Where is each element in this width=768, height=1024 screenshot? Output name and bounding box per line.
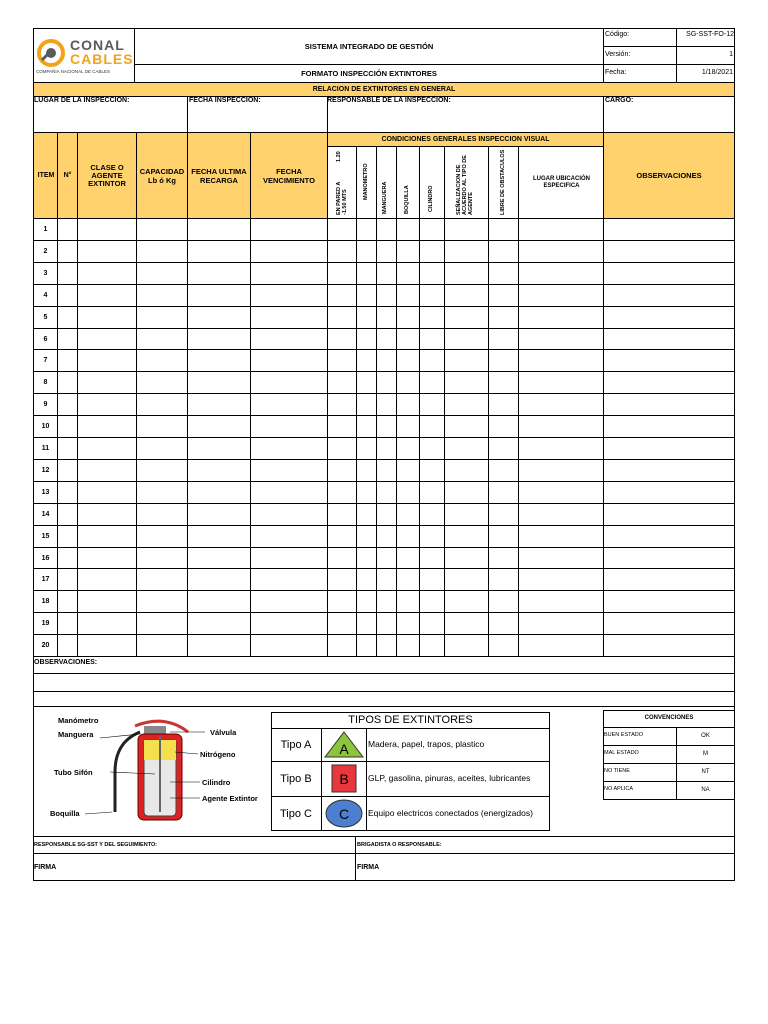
col-hose: MANGUERA xyxy=(382,181,388,214)
code-label: Código: xyxy=(605,31,630,38)
logo-brand-bottom: CABLES xyxy=(70,51,134,67)
col-nozzle: BOQUILLA xyxy=(404,185,410,214)
type-b-symbol-icon xyxy=(324,764,364,793)
col-signage: SEÑALIZACION DE ACUERDO AL TIPO DE AGENTE xyxy=(456,155,474,215)
row-item-number: 3 xyxy=(43,270,48,277)
col-expiry: FECHA VENCIMIENTO xyxy=(263,166,315,185)
col-height-bottom: EN PARED A -1.50 MTS xyxy=(336,181,348,215)
row-item-number: 12 xyxy=(41,467,50,474)
table-row[interactable] xyxy=(34,460,734,481)
table-row[interactable] xyxy=(34,416,734,437)
brigadista-label: BRIGADISTA O RESPONSABLE: xyxy=(357,842,442,848)
date-label: Fecha: xyxy=(605,69,627,76)
table-row[interactable] xyxy=(34,613,734,634)
convention-code: NA xyxy=(701,787,710,793)
place-field[interactable]: LUGAR DE LA INSPECCION: xyxy=(34,97,130,104)
col-last-recharge: FECHA ULTIMA RECARGA xyxy=(191,166,247,185)
type-description: Equipo electricos conectados (energizados) xyxy=(368,807,533,818)
convention-label: BUEN ESTADO xyxy=(604,732,644,738)
company-logo xyxy=(36,34,132,78)
table-row[interactable] xyxy=(34,372,734,393)
col-n: N° xyxy=(63,172,72,179)
col-cylinder: CILINDRO xyxy=(428,185,434,212)
row-item-number: 11 xyxy=(41,445,50,452)
table-row[interactable] xyxy=(34,438,734,459)
col-class: CLASE O AGENTE EXTINTOR xyxy=(88,162,126,188)
table-row[interactable] xyxy=(34,504,734,525)
table-row[interactable] xyxy=(34,591,734,612)
row-item-number: 4 xyxy=(43,292,48,299)
row-item-number: 10 xyxy=(41,423,50,430)
type-letter: A xyxy=(339,740,349,757)
table-row[interactable] xyxy=(34,241,734,262)
diagram-nozzle-label: Boquilla xyxy=(50,809,80,818)
row-item-number: 20 xyxy=(41,642,50,649)
logo-emblem-icon xyxy=(36,38,66,68)
col-height-top: 1.20 xyxy=(336,151,342,162)
convention-code: M xyxy=(703,751,708,757)
diagram-agent-label: Agente Extintor xyxy=(202,794,258,803)
convention-label: NO APLICA xyxy=(604,786,634,792)
row-item-number: 19 xyxy=(41,620,50,627)
table-row[interactable] xyxy=(34,307,734,328)
row-item-number: 5 xyxy=(43,314,48,321)
signature-right-field[interactable]: FIRMA xyxy=(357,864,380,871)
type-label: Tipo C xyxy=(280,807,312,820)
type-label: Tipo B xyxy=(280,772,312,785)
table-row[interactable] xyxy=(34,482,734,503)
row-item-number: 13 xyxy=(41,489,50,496)
col-manometer: MANOMETRO xyxy=(363,163,369,200)
diagram-nitrogen-label: Nitrógeno xyxy=(200,750,236,759)
version-label: Versión: xyxy=(605,51,631,58)
type-c-symbol-icon xyxy=(324,799,364,828)
table-row[interactable] xyxy=(34,285,734,306)
system-title: SISTEMA INTEGRADO DE GESTIÓN xyxy=(304,41,434,51)
signature-left-field[interactable]: FIRMA xyxy=(34,864,57,871)
conventions-title: CONVENCIONES xyxy=(644,715,694,721)
convention-label: NO TIENE xyxy=(604,768,630,774)
table-row[interactable] xyxy=(34,635,734,656)
diagram-cylinder-label: Cilindro xyxy=(202,778,231,787)
code-value: SG-SST-FO-12 xyxy=(686,31,734,38)
table-row[interactable] xyxy=(34,219,734,240)
visual-inspection-group-header: CONDICIONES GENERALES INSPECCION VISUAL xyxy=(328,133,603,146)
format-title: FORMATO INSPECCIÓN EXTINTORES xyxy=(301,68,437,78)
row-item-number: 6 xyxy=(43,336,48,343)
table-row[interactable] xyxy=(34,548,734,569)
type-a-symbol-icon xyxy=(324,731,364,758)
diagram-hose-label: Manguera xyxy=(58,730,94,739)
row-item-number: 2 xyxy=(43,248,48,255)
row-item-number: 8 xyxy=(43,379,48,386)
logo-brand-top: CONAL xyxy=(70,37,125,53)
row-item-number: 16 xyxy=(41,555,50,562)
version-value: 1 xyxy=(729,51,733,58)
table-row[interactable] xyxy=(34,526,734,547)
row-item-number: 14 xyxy=(41,511,50,518)
row-item-number: 18 xyxy=(41,598,50,605)
col-obstacles: LIBRE DE OBSTACULOS xyxy=(500,149,506,215)
table-row[interactable] xyxy=(34,350,734,371)
diagram-valve-label: Válvula xyxy=(210,728,237,737)
table-row[interactable] xyxy=(34,329,734,350)
diagram-siphon-label: Tubo Sifón xyxy=(54,768,93,777)
row-item-number: 1 xyxy=(43,226,48,233)
row-item-number: 9 xyxy=(43,401,48,408)
type-letter: B xyxy=(339,770,349,787)
position-field[interactable]: CARGO: xyxy=(605,97,634,104)
extinguisher-diagram xyxy=(40,712,272,824)
observations-label: OBSERVACIONES: xyxy=(34,659,98,666)
responsible-field[interactable]: RESPONSABLE DE LA INSPECCION: xyxy=(327,97,451,104)
table-row[interactable] xyxy=(34,263,734,284)
col-capacity: CAPACIDAD Lb ó Kg xyxy=(139,166,185,185)
col-item: ITEM xyxy=(37,172,55,179)
section-title: RELACION DE EXTINTORES EN GENERAL xyxy=(34,83,734,96)
row-item-number: 15 xyxy=(41,533,50,540)
type-description: GLP, gasolina, pinuras, aceites, lubricantes xyxy=(368,772,531,783)
row-item-number: 7 xyxy=(43,357,48,364)
row-item-number: 17 xyxy=(41,576,50,583)
convention-code: NT xyxy=(701,769,710,775)
inspection-date-field[interactable]: FECHA INSPECCION: xyxy=(189,97,261,104)
logo-tagline: COMPAÑIA NACIONAL DE CABLES xyxy=(36,69,111,74)
table-row[interactable] xyxy=(34,569,734,590)
type-label: Tipo A xyxy=(280,738,312,751)
convention-code: OK xyxy=(701,733,710,739)
responsible-sst-label: RESPONSABLE SG-SST Y DEL SEGUIMIENTO: xyxy=(34,842,158,848)
date-value: 1/18/2021 xyxy=(701,69,733,76)
diagram-manometer-label: Manómetro xyxy=(58,716,99,725)
types-title: TIPOS DE EXTINTORES xyxy=(348,714,473,726)
col-observations: OBSERVACIONES xyxy=(636,171,702,180)
col-location: LUGAR UBICACIÓN ESPECIFICA xyxy=(533,175,590,189)
type-description: Madera, papel, trapos, plastico xyxy=(368,738,485,749)
table-row[interactable] xyxy=(34,394,734,415)
observations-field[interactable] xyxy=(34,673,734,706)
type-letter: C xyxy=(338,805,350,822)
convention-label: MAL ESTADO xyxy=(604,750,639,756)
